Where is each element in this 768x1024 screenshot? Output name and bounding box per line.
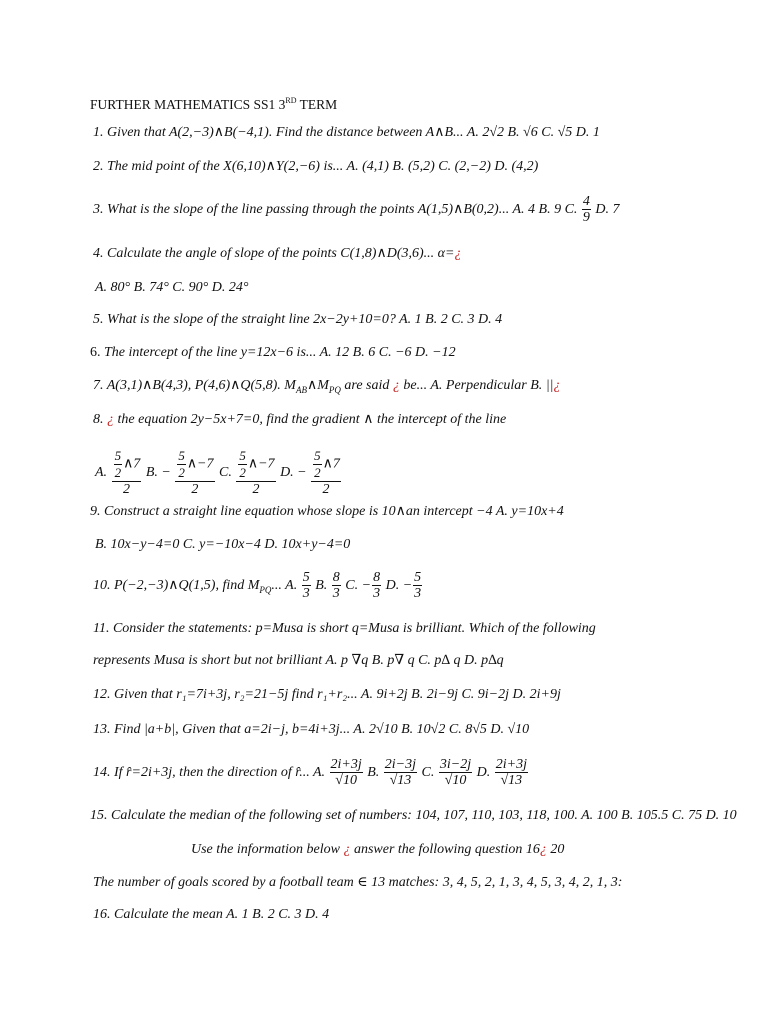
question-6-text: The intercept of the line y=12x−6 is... A. 12 B. 6 C. −6 D. −12 <box>104 345 456 360</box>
option-d-label: D. <box>473 765 494 780</box>
info-text-mid: answer the following question 16 <box>350 842 540 857</box>
option-d-label: D. − <box>280 465 307 480</box>
option-a-denominator: 2 <box>112 481 142 498</box>
question-7-text-a: 7. A(3,1)∧B(4,3), P(4,6)∧Q(5,8). M <box>93 378 296 393</box>
inner-denominator: 2 <box>178 464 185 480</box>
question-4-text: 4. Calculate the angle of slope of the points C(1,8)∧D(3,6)... α= <box>93 246 455 261</box>
question-5: 5. What is the slope of the straight line 2x−2y+10=0? A. 1 B. 2 C. 3 D. 4 <box>93 312 503 327</box>
question-4 <box>93 245 461 263</box>
question-8-options <box>95 444 342 502</box>
question-10-text: 10. P(−2,−3)∧Q(1,5), find M <box>93 578 260 593</box>
question-9-options: B. 10x−y−4=0 C. y=−10x−4 D. 10x+y−4=0 <box>95 537 351 552</box>
question-14-text: 14. If r̂=2i+3j, then the direction of r̂... A. <box>93 765 329 780</box>
inner-denominator: 2 <box>239 464 246 480</box>
info-text-post: 20 <box>546 842 565 857</box>
question-14 <box>93 754 529 792</box>
option-a-fraction <box>302 570 311 601</box>
question-4-options: A. 80° B. 74° C. 90° D. 24° <box>95 280 249 295</box>
title-superscript: RD <box>285 96 297 105</box>
option-d-fraction <box>311 448 341 498</box>
fraction-numerator: 2i+3j <box>330 757 362 773</box>
question-15: 15. Calculate the median of the following set of numbers: 104, 107, 110, 103, 118, 100. A. 100 B. 105.5 C. 75 D. 10 <box>90 808 737 823</box>
option-d-denominator: 2 <box>311 481 341 498</box>
question-13: 13. Find |a+b|, Given that a=2i−j, b=4i+3j... A. 2√10 B. 10√2 C. 8√5 D. √10 <box>93 722 530 737</box>
question-3-tail: D. 7 <box>591 202 620 217</box>
option-b-fraction <box>175 448 214 498</box>
fraction-denominator: 3 <box>302 586 310 602</box>
page-title <box>90 92 337 114</box>
question-12: 12. Given that r₁=7i+3j, r₂=21−5j find r₁+r₂... A. 9i+2j B. 2i−9j C. 9i−2j D. 2i+9j <box>93 687 561 702</box>
option-c-fraction <box>372 570 381 601</box>
fraction-numerator: 5 <box>414 570 422 586</box>
option-a-label: A. <box>95 465 108 480</box>
fraction-numerator: 8 <box>332 570 340 586</box>
info-text-pre: Use the information below <box>191 842 344 857</box>
option-b-fraction <box>384 757 417 788</box>
question-10 <box>93 568 423 608</box>
question-9: 9. Construct a straight line equation whose slope is 10∧an intercept −4 A. y=10x+4 <box>90 504 564 519</box>
option-c-denominator: 2 <box>236 481 275 498</box>
fraction-denominator: 3 <box>332 586 340 602</box>
title-tail: TERM <box>296 97 338 112</box>
info-instruction <box>191 841 564 859</box>
option-b-label: B. <box>311 578 331 593</box>
fraction-numerator: 4 <box>582 194 590 210</box>
fraction-denominator: √10 <box>330 772 363 788</box>
subscript-ab: AB <box>295 385 307 395</box>
question-2: 2. The mid point of the X(6,10)∧Y(2,−6) is... A. (4,1) B. (5,2) C. (2,−2) D. (4,2) <box>93 159 539 174</box>
fraction-numerator: 8 <box>373 570 381 586</box>
option-a-fraction <box>112 448 142 498</box>
fraction-denominator: 3 <box>373 586 381 602</box>
question-1: 1. Given that A(2,−3)∧B(−4,1). Find the distance between A∧B... A. 2√2 B. √6 C. √5 D. 1 <box>93 125 600 140</box>
fraction-denominator: 3 <box>414 586 422 602</box>
question-3 <box>93 193 620 227</box>
question-7 <box>93 377 561 399</box>
inner-numerator: 5 <box>314 447 321 463</box>
inner-numerator: 5 <box>239 447 246 463</box>
option-b-denominator: 2 <box>175 481 214 498</box>
inner-denominator: 2 <box>114 464 122 480</box>
option-a-top-text: ∧7 <box>123 456 141 472</box>
fraction-denominator: √13 <box>384 772 417 788</box>
question-11: 11. Consider the statements: p=Musa is short q=Musa is brilliant. Which of the following <box>93 621 596 636</box>
inner-numerator: 5 <box>178 447 185 463</box>
option-c-label: C. − <box>341 578 372 593</box>
option-b-label: B. − <box>145 465 171 480</box>
option-d-top-text: ∧7 <box>322 456 340 472</box>
option-c-top-text: ∧−7 <box>247 456 275 472</box>
question-8: 8. ¿ the equation 2y−5x+7=0, find the gradient ∧ the intercept of the line <box>93 412 507 427</box>
question-6-number: 6. <box>90 345 101 360</box>
question-4-mark: ¿ <box>454 246 462 261</box>
question-3-fraction <box>582 194 591 225</box>
subscript-pq: PQ <box>259 585 272 595</box>
option-d-label: D. − <box>382 578 413 593</box>
title-main: FURTHER MATHEMATICS SS1 3 <box>90 97 286 112</box>
option-d-fraction <box>495 757 528 788</box>
question-8-text: the equation 2y−5x+7=0, find the gradient ∧ the intercept of the line <box>114 412 507 427</box>
fraction-numerator: 3i−2j <box>439 757 472 773</box>
subscript-pq: PQ <box>328 385 341 395</box>
fraction-numerator: 2i−3j <box>384 757 417 773</box>
option-b-top-text: ∧−7 <box>186 456 214 472</box>
fraction-denominator: √13 <box>495 772 528 788</box>
question-7-text-c: are said <box>340 378 393 393</box>
info-mark-1: ¿ <box>343 842 351 857</box>
question-7-text-b: ∧M <box>306 378 329 393</box>
question-16: 16. Calculate the mean A. 1 B. 2 C. 3 D. 4 <box>93 907 330 922</box>
info-mark-2: ¿ <box>539 842 547 857</box>
option-a-fraction <box>330 757 363 788</box>
question-8-mark: ¿ <box>107 412 114 427</box>
option-b-label: B. <box>363 765 383 780</box>
option-d-fraction <box>413 570 422 601</box>
question-10-mid: ... A. <box>271 578 301 593</box>
option-c-label: C. <box>418 765 438 780</box>
question-7-text-d: be... A. Perpendicular B. <box>399 378 546 393</box>
question-7-mark-2: ¿ <box>553 378 561 393</box>
question-6 <box>90 344 456 362</box>
option-c-fraction <box>439 757 472 788</box>
question-7-mark-1: ¿ <box>392 378 400 393</box>
option-c-label: C. <box>219 465 232 480</box>
fraction-denominator: 9 <box>582 210 590 226</box>
inner-numerator: 5 <box>114 447 122 463</box>
option-b-fraction <box>332 570 341 601</box>
goals-data: The number of goals scored by a football team ∈ 13 matches: 3, 4, 5, 2, 1, 3, 4, 5, 3, 4, 2, 1, 3: <box>93 875 623 890</box>
inner-denominator: 2 <box>314 464 321 480</box>
fraction-numerator: 2i+3j <box>495 757 527 773</box>
parallel-symbol: || <box>545 378 554 393</box>
question-11-continued: represents Musa is short but not brilliant A. p ∇q B. p∇ q C. p∆ q D. p∆q <box>93 653 504 668</box>
fraction-numerator: 5 <box>302 570 310 586</box>
question-3-text: 3. What is the slope of the line passing through the points A(1,5)∧B(0,2)... A. 4 B. 9 C. <box>93 202 581 217</box>
option-c-fraction <box>236 448 275 498</box>
fraction-denominator: √10 <box>439 772 472 788</box>
